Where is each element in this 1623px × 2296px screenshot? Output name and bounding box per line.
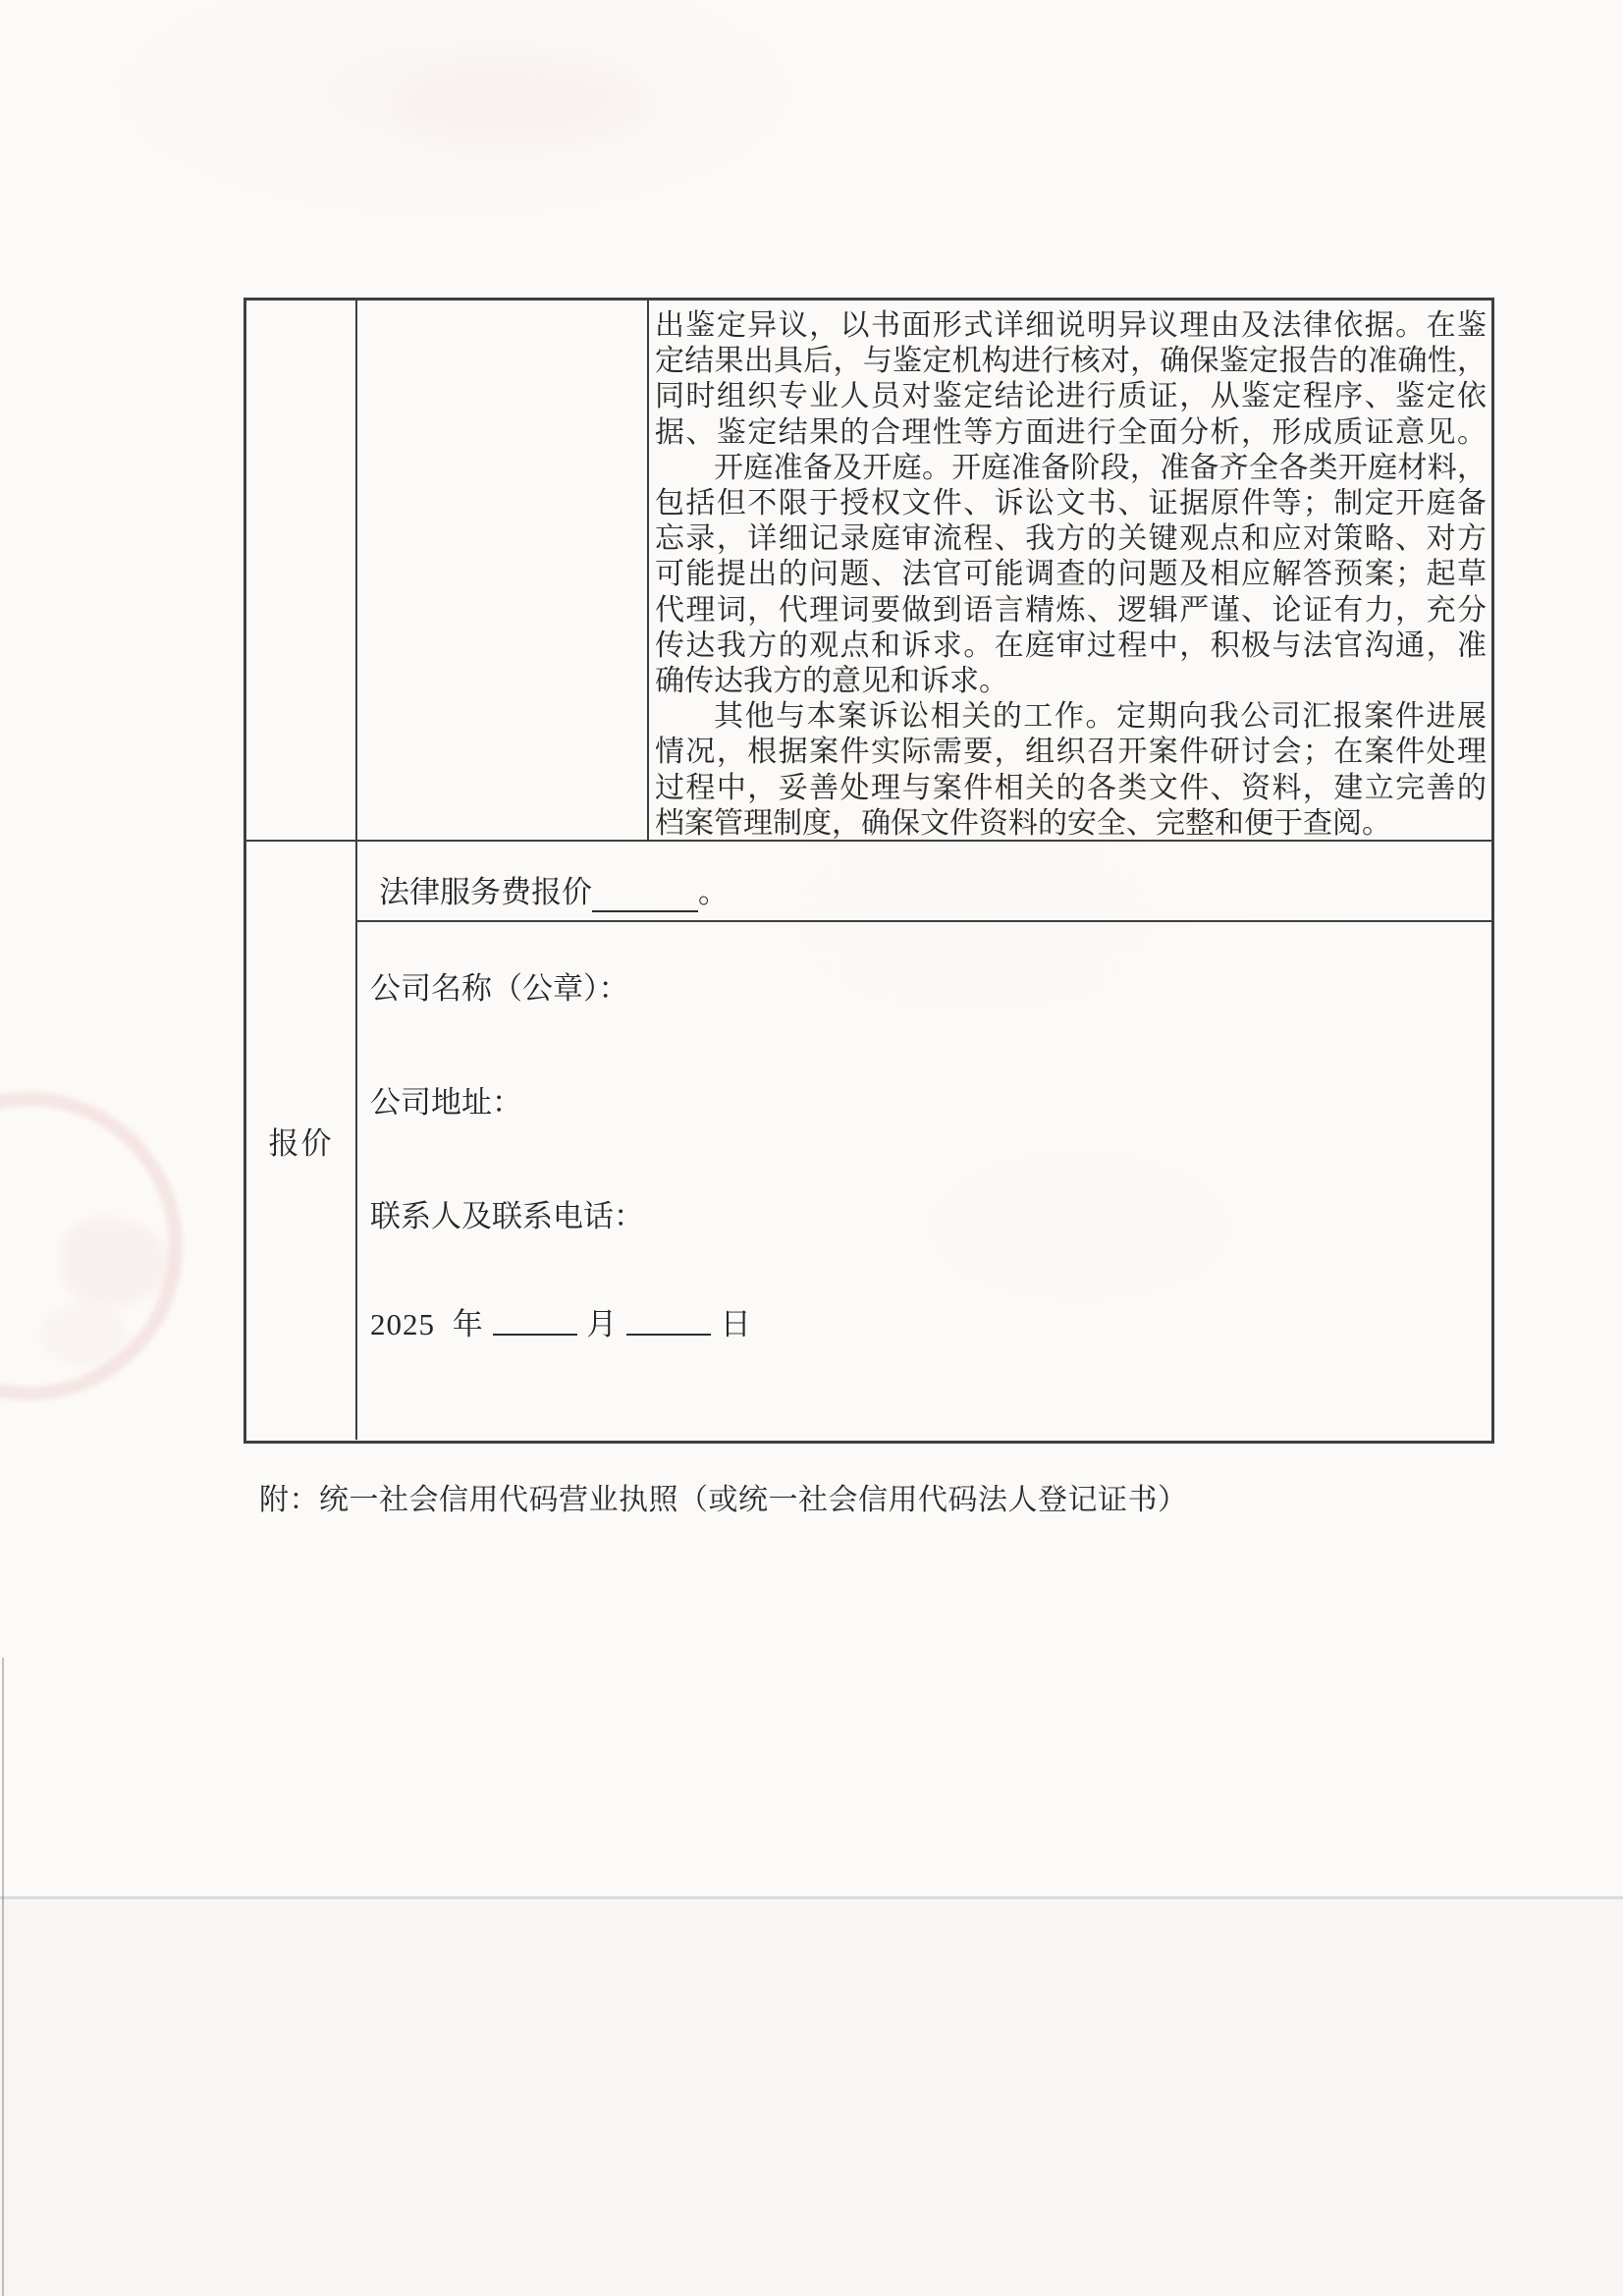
work-description-line: 可能提出的问题、法官可能调查的问题及相应解答预案；起草 xyxy=(655,558,1487,591)
work-description-line: 传达我方的观点和诉求。在庭审过程中，积极与法官沟通，准 xyxy=(655,629,1487,662)
work-description-line: 据、鉴定结果的合理性等方面进行全面分析，形成质证意见。 xyxy=(655,415,1487,449)
date-year-label: 年 xyxy=(452,1307,483,1341)
work-description-line: 包括但不限于授权文件、诉讼文书、证据原件等；制定开庭备 xyxy=(655,487,1487,520)
scan-shading xyxy=(0,1899,1623,2296)
work-description-line: 同时组织专业人员对鉴定结论进行质证，从鉴定程序、鉴定依 xyxy=(655,380,1487,413)
date-month-blank-field xyxy=(493,1306,577,1336)
fee-line-period: 。 xyxy=(698,875,729,909)
work-description-line: 代理词，代理词要做到语言精炼、逻辑严谨、论证有力，充分 xyxy=(655,593,1487,627)
date-day-blank-field xyxy=(626,1306,711,1336)
work-description-line: 其他与本案诉讼相关的工作。定期向我公司汇报案件进展 xyxy=(714,700,1487,734)
empty-cell-col2 xyxy=(357,301,649,840)
work-description-line: 开庭准备及开庭。开庭准备阶段，准备齐全各类开庭材料， xyxy=(714,451,1487,484)
work-description-line: 出鉴定异议，以书面形式详细说明异议理由及法律依据。在鉴 xyxy=(655,309,1487,342)
quote-field-label: 公司名称（公章）： xyxy=(370,971,629,1006)
quote-fields xyxy=(357,922,1491,1341)
attachment-note: 附：统一社会信用代码营业执照（或统一社会信用代码法人登记证书） xyxy=(259,1484,1188,1516)
scan-smudge xyxy=(393,59,648,147)
quote-cell xyxy=(357,842,1491,1440)
date-month-label: 月 xyxy=(586,1307,618,1341)
red-seal-smudge xyxy=(39,1306,128,1365)
work-description-line: 定结果出具后，与鉴定机构进行核对，确保鉴定报告的准确性， xyxy=(655,345,1487,378)
quote-row-label: 报价 xyxy=(246,842,357,1440)
quote-field-label: 公司地址： xyxy=(370,1085,522,1120)
work-description-line: 确传达我方的意见和诉求。 xyxy=(655,665,1008,698)
work-description-cell xyxy=(649,301,1491,840)
page-edge-shadow xyxy=(2,1658,4,2296)
red-seal-smudge xyxy=(61,1218,169,1306)
empty-cell-col1 xyxy=(246,301,357,840)
work-description-line: 档案管理制度，确保文件资料的安全、完整和便于查阅。 xyxy=(655,806,1391,840)
work-description-line: 情况，根据案件实际需要，组织召开案件研讨会；在案件处理 xyxy=(655,736,1487,769)
fee-line xyxy=(357,842,1491,922)
work-description-line: 忘录，详细记录庭审流程、我方的关键观点和应对策略、对方 xyxy=(655,522,1487,556)
fee-line-label: 法律服务费报价 xyxy=(379,875,592,909)
work-description-line: 过程中，妥善处理与案件相关的各类文件、资料，建立完善的 xyxy=(655,771,1487,804)
quote-field-label: 联系人及联系电话： xyxy=(370,1199,644,1233)
date-day-label: 日 xyxy=(720,1307,751,1341)
quote-row xyxy=(246,842,1491,1440)
work-description-row xyxy=(246,301,1491,842)
bid-form-table xyxy=(243,298,1494,1444)
fee-blank-field xyxy=(592,883,698,912)
date-line xyxy=(370,1299,1491,1341)
date-year: 2025 xyxy=(370,1307,435,1341)
